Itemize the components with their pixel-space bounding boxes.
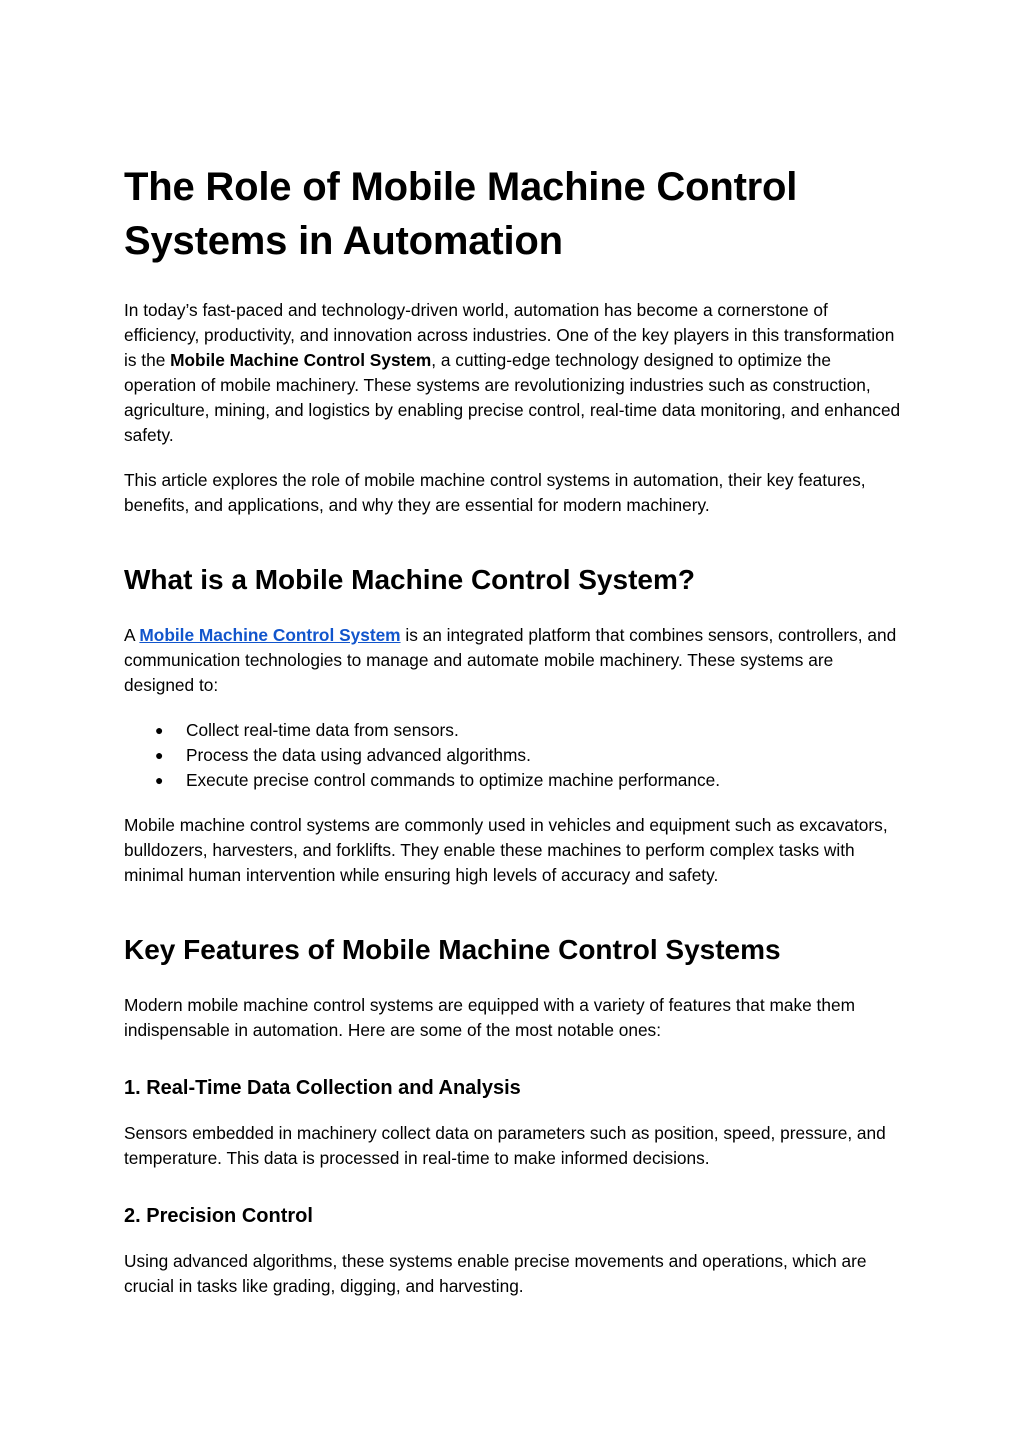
bullet-icon: ● — [155, 772, 164, 788]
document-page — [124, 160, 904, 1319]
list-item-text: Collect real-time data from sensors. — [186, 720, 459, 740]
capabilities-list — [124, 718, 904, 793]
intro-paragraph-1 — [124, 298, 904, 448]
what-is-prefix: A — [124, 625, 140, 645]
intro-paragraph-2: This article explores the role of mobile machine control systems in automation, their key features, benefits, and applications, and why they are essential for modern machinery. — [124, 470, 866, 515]
list-item — [124, 743, 904, 768]
section-heading-what-is: What is a Mobile Machine Control System? — [124, 564, 695, 595]
feature-heading-precision-control: 2. Precision Control — [124, 1205, 313, 1227]
section-heading-key-features: Key Features of Mobile Machine Control Systems — [124, 934, 781, 965]
bullet-icon: ● — [155, 722, 164, 738]
key-features-intro: Modern mobile machine control systems are equipped with a variety of features that make them indispensable in automation. Here are some of the most notable ones: — [124, 995, 855, 1040]
list-item-text: Execute precise control commands to optimize machine performance. — [186, 770, 721, 790]
list-item — [124, 718, 904, 743]
page-title: The Role of Mobile Machine Control Systems in Automation — [124, 165, 798, 263]
mobile-machine-control-system-link[interactable]: Mobile Machine Control System — [139, 625, 401, 645]
what-is-paragraph-2: Mobile machine control systems are commonly used in vehicles and equipment such as excavators, bulldozers, harvesters, and forklifts. They enable these machines to perform complex tasks with minimal human intervention while ensuring high levels of accuracy and safety. — [124, 815, 888, 885]
what-is-suffix: is an integrated platform that combines sensors, controllers, and communication technologies to manage and automate mobile machinery. These systems are designed to: — [124, 625, 897, 695]
intro-bold-term: Mobile Machine Control System — [170, 350, 432, 370]
list-item-text: Process the data using advanced algorithms. — [186, 745, 531, 765]
feature-text-real-time-data: Sensors embedded in machinery collect data on parameters such as position, speed, pressure, and temperature. This data is processed in real-time to make informed decisions. — [124, 1123, 886, 1168]
list-item — [124, 768, 904, 793]
feature-text-precision-control: Using advanced algorithms, these systems enable precise movements and operations, which are crucial in tasks like grading, digging, and harvesting. — [124, 1251, 867, 1296]
feature-heading-real-time-data: 1. Real-Time Data Collection and Analysis — [124, 1077, 521, 1099]
intro-text-before-bold: In today’s fast-paced and technology-driven world, automation has become a cornerstone of efficiency, productivity, and innovation across industries. One of the key players in this transformation is the — [124, 300, 895, 370]
bullet-icon: ● — [155, 747, 164, 763]
what-is-paragraph-1 — [124, 623, 904, 698]
intro-text-after-bold: , a cutting-edge technology designed to optimize the operation of mobile machinery. These systems are revolutionizing industries such as construction, agriculture, mining, and logistics by enabling precise control, real-time data monitoring, and enhanced safety. — [124, 350, 901, 445]
